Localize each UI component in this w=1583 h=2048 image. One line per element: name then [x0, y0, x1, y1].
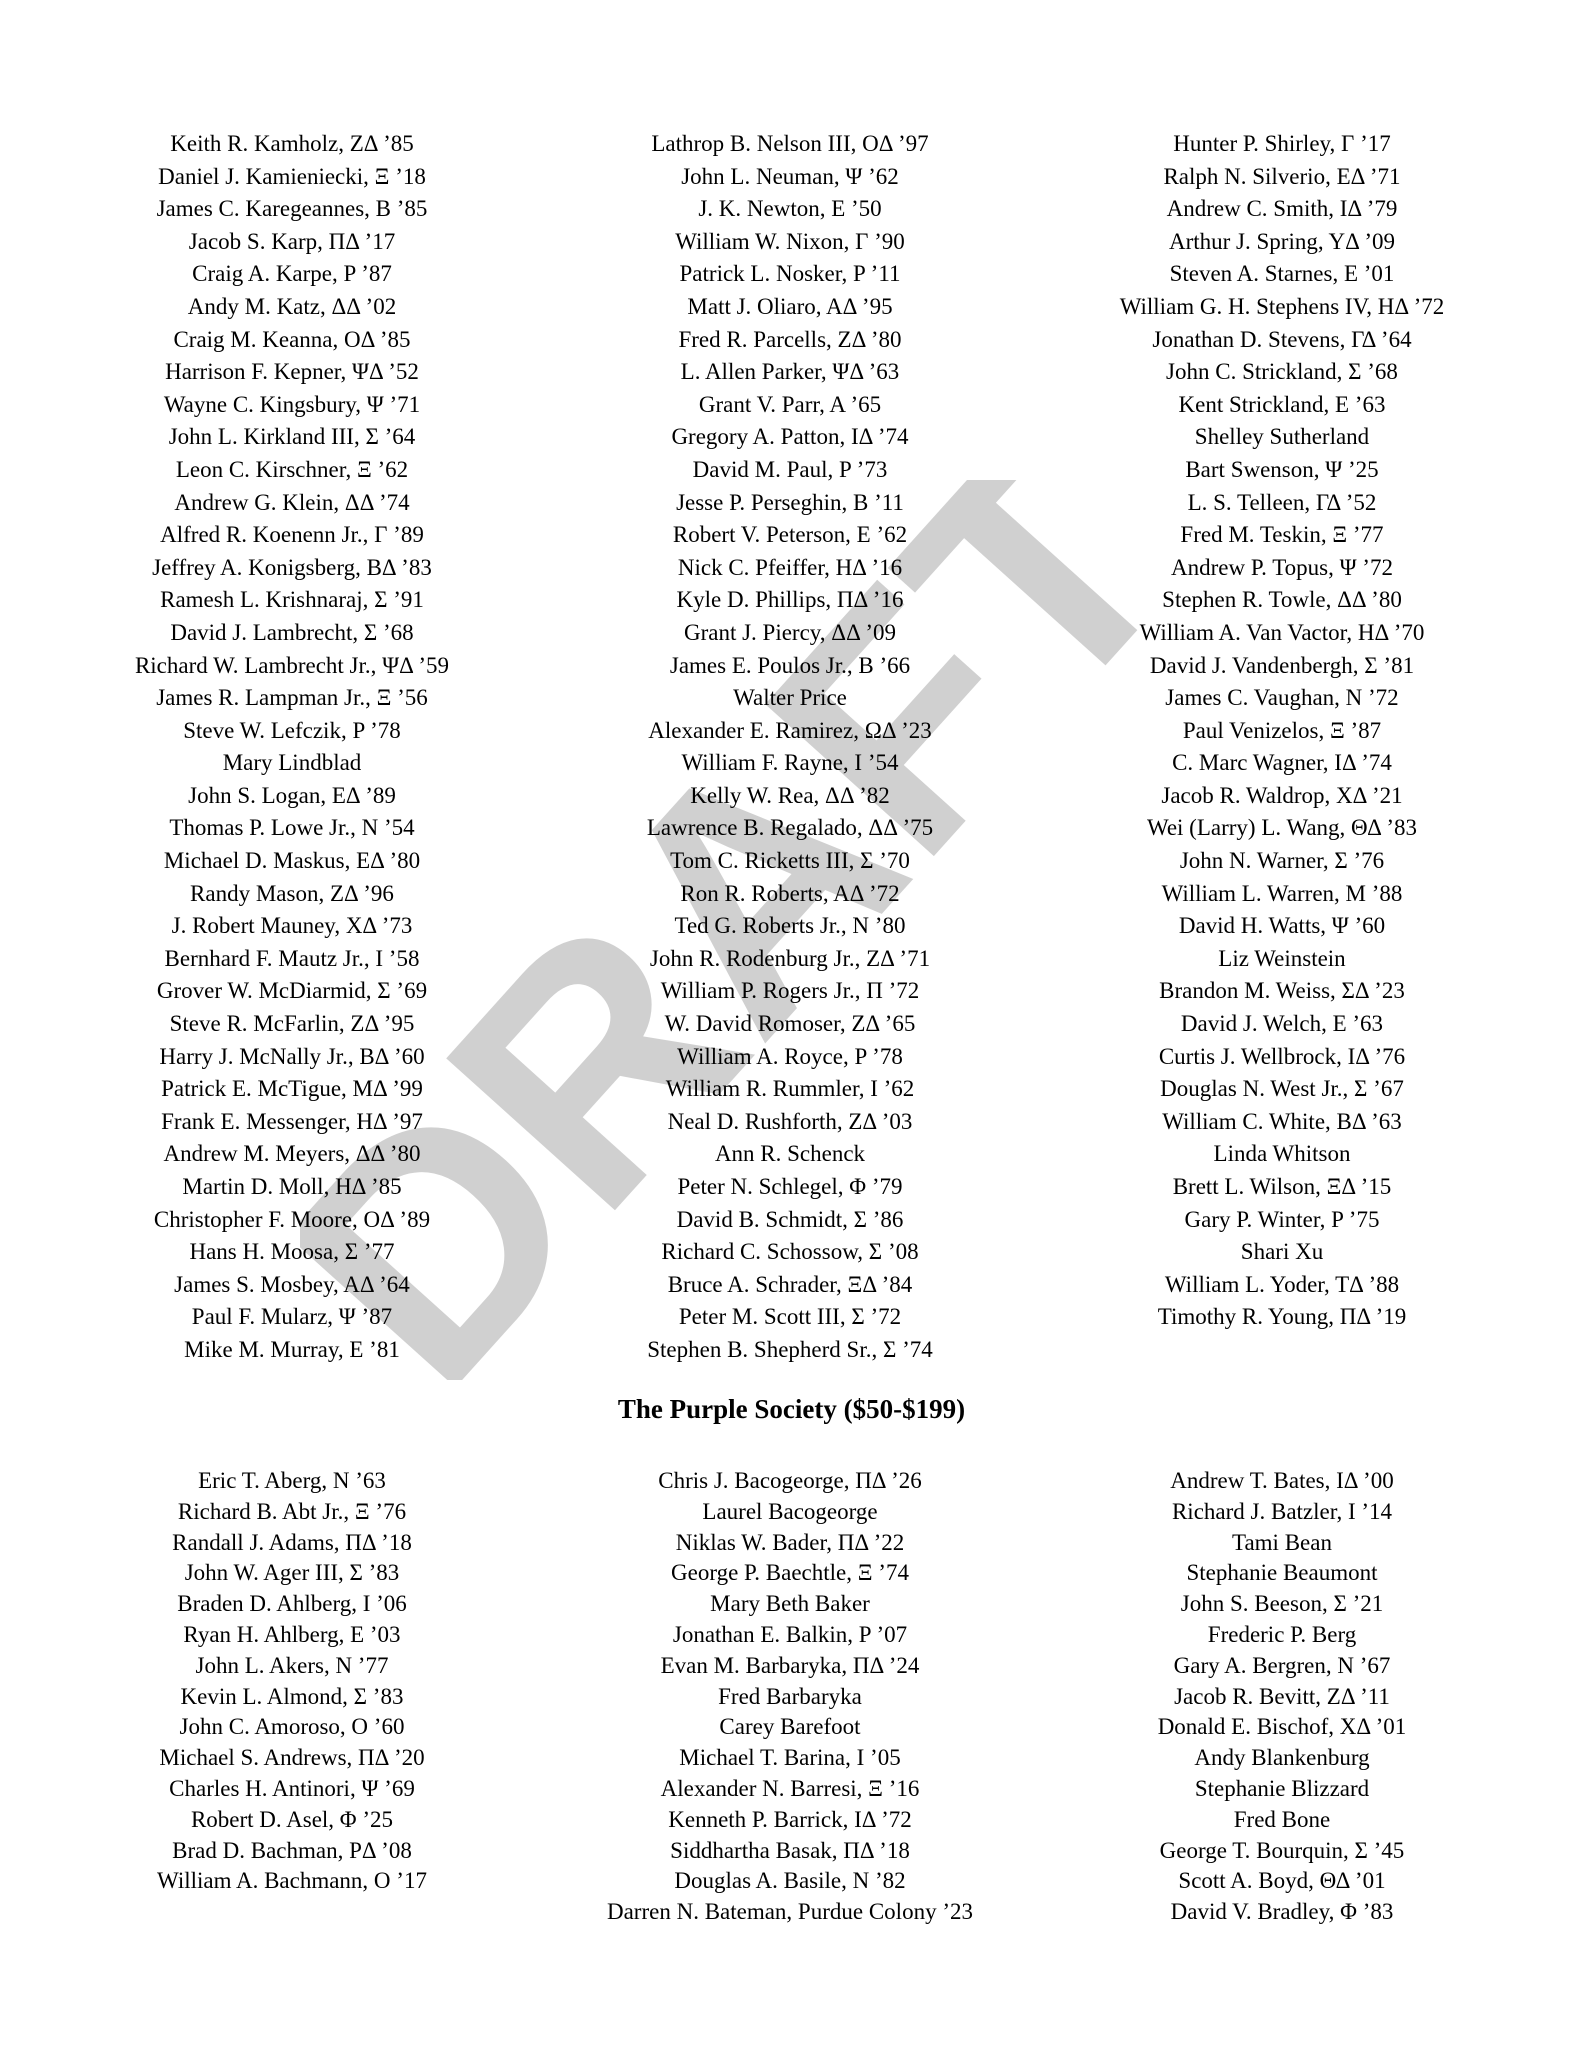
donor-name: John L. Kirkland III, Σ ’64: [168, 424, 416, 450]
donor-name: Lathrop B. Nelson III, OΔ ’97: [651, 131, 929, 156]
donor-name: John S. Logan, EΔ ’89: [188, 782, 396, 808]
donor-name: Shari Xu: [1240, 1239, 1324, 1265]
donor-name: Alexander N. Barresi, Ξ ’16: [660, 1775, 920, 1801]
donor-name: William R. Rummler, I ’62: [665, 1076, 915, 1102]
donor-name: Harry J. McNally Jr., BΔ ’60: [159, 1043, 425, 1069]
donor-name: Douglas N. West Jr., Σ ’67: [1160, 1076, 1404, 1102]
donor-name: Bernhard F. Mautz Jr., I ’58: [164, 945, 420, 971]
donor-name: Darren N. Bateman, Purdue Colony ’23: [606, 1899, 973, 1925]
donor-name: Richard W. Lambrecht Jr., ΨΔ ’59: [134, 652, 450, 678]
donor-name: Bart Swenson, Ψ ’25: [1185, 456, 1379, 482]
donor-name: Andrew C. Smith, IΔ ’79: [1166, 196, 1398, 222]
donor-name: Laurel Bacogeorge: [702, 1498, 878, 1524]
donor-name: Tami Bean: [1232, 1529, 1332, 1555]
donor-name: Richard J. Batzler, I ’14: [1171, 1498, 1393, 1524]
donor-name: Ryan H. Ahlberg, E ’03: [183, 1621, 401, 1647]
donor-name: George P. Baechtle, Ξ ’74: [671, 1560, 909, 1586]
donor-name: Linda Whitson: [1213, 1141, 1351, 1167]
donor-name: Tom C. Ricketts III, Σ ’70: [670, 848, 910, 874]
donor-name: John L. Akers, N ’77: [195, 1652, 389, 1678]
donor-name: Fred Bone: [1233, 1806, 1331, 1832]
donor-name: Evan M. Barbaryka, ΠΔ ’24: [660, 1652, 920, 1678]
top-column-1: [42, 128, 542, 1367]
donor-name: James S. Mosbey, AΔ ’64: [174, 1271, 410, 1297]
donor-name: Timothy R. Young, ΠΔ ’19: [1157, 1304, 1407, 1330]
donor-name: David J. Vandenbergh, Σ ’81: [1149, 652, 1415, 678]
donor-name: Carey Barefoot: [719, 1714, 861, 1740]
donor-name: Andrew T. Bates, IΔ ’00: [1170, 1468, 1394, 1493]
donor-name: Grover W. McDiarmid, Σ ’69: [156, 978, 428, 1004]
donor-name: Jesse P. Perseghin, B ’11: [676, 489, 904, 515]
donor-name: David J. Welch, E ’63: [1180, 1011, 1384, 1037]
donor-name: William L. Yoder, TΔ ’88: [1164, 1271, 1400, 1297]
donor-name: Stephanie Beaumont: [1186, 1560, 1378, 1586]
donor-name: Charles H. Antinori, Ψ ’69: [169, 1775, 415, 1801]
donor-name: Robert D. Asel, Φ ’25: [190, 1806, 394, 1832]
donor-name: Craig A. Karpe, P ’87: [192, 261, 392, 287]
donor-name: Patrick L. Nosker, P ’11: [679, 261, 901, 287]
donor-name: Thomas P. Lowe Jr., N ’54: [169, 815, 415, 841]
donor-name: Randall J. Adams, ΠΔ ’18: [172, 1529, 412, 1555]
donor-name: Wayne C. Kingsbury, Ψ ’71: [163, 391, 421, 417]
donor-name: Keith R. Kamholz, ZΔ ’85: [170, 131, 414, 156]
donor-name: Ron R. Roberts, AΔ ’72: [680, 880, 900, 906]
donor-name: Stephanie Blizzard: [1194, 1775, 1370, 1801]
donor-name: Fred M. Teskin, Ξ ’77: [1180, 522, 1384, 548]
donor-name: Frank E. Messenger, HΔ ’97: [161, 1108, 423, 1134]
donor-name: William A. Royce, P ’78: [677, 1043, 903, 1069]
top-column-2: [540, 128, 1040, 1367]
bottom-column-1: [42, 1466, 542, 1897]
donor-name: William A. Van Vactor, HΔ ’70: [1139, 619, 1425, 645]
donor-name: Jonathan E. Balkin, P ’07: [672, 1621, 908, 1647]
donor-name: Mary Lindblad: [222, 750, 362, 776]
donor-name: Niklas W. Bader, ΠΔ ’22: [675, 1529, 905, 1555]
donor-name: Arthur J. Spring, YΔ ’09: [1168, 228, 1396, 254]
donor-name: Frederic P. Berg: [1207, 1621, 1357, 1647]
donor-name: James E. Poulos Jr., B ’66: [669, 652, 911, 678]
donor-name: William A. Bachmann, O ’17: [157, 1868, 427, 1894]
donor-name: James C. Karegeannes, B ’85: [156, 196, 428, 222]
donor-name: James R. Lampman Jr., Ξ ’56: [156, 685, 428, 711]
donor-name: Kyle D. Phillips, ΠΔ ’16: [676, 587, 904, 613]
donor-name: Richard C. Schossow, Σ ’08: [661, 1239, 919, 1265]
donor-name: David M. Paul, P ’73: [692, 456, 888, 482]
donor-name: L. S. Telleen, ΓΔ ’52: [1187, 489, 1377, 515]
top-column-3: [1032, 128, 1532, 1334]
donor-name: William C. White, BΔ ’63: [1162, 1108, 1402, 1134]
donor-name: James C. Vaughan, N ’72: [1165, 685, 1399, 711]
donor-name: Fred Barbaryka: [718, 1683, 862, 1709]
donor-name: Scott A. Boyd, ΘΔ ’01: [1178, 1868, 1386, 1894]
bottom-column-2: [540, 1466, 1040, 1928]
donor-name: Neal D. Rushforth, ZΔ ’03: [667, 1108, 913, 1134]
donor-name: Ted G. Roberts Jr., N ’80: [674, 913, 906, 939]
donor-name: Kent Strickland, E ’63: [1178, 391, 1386, 417]
donor-name: Liz Weinstein: [1218, 945, 1346, 971]
donor-name: Hans H. Moosa, Σ ’77: [189, 1239, 395, 1265]
donor-name: Jacob S. Karp, ΠΔ ’17: [188, 228, 396, 254]
donor-name: Siddhartha Basak, ΠΔ ’18: [670, 1837, 910, 1863]
donor-name: John N. Warner, Σ ’76: [1179, 848, 1385, 874]
donor-name: David H. Watts, Ψ ’60: [1178, 913, 1386, 939]
donor-name: Jacob R. Waldrop, XΔ ’21: [1161, 782, 1403, 808]
donor-name: Randy Mason, ZΔ ’96: [190, 880, 394, 906]
section-heading: The Purple Society ($50-$199): [617, 1394, 966, 1424]
donor-name: Gregory A. Patton, IΔ ’74: [671, 424, 909, 450]
donor-name: Wei (Larry) L. Wang, ΘΔ ’83: [1146, 815, 1418, 841]
donor-name: Ann R. Schenck: [714, 1141, 866, 1167]
donor-name: William F. Rayne, I ’54: [681, 750, 899, 776]
donor-name: Andrew M. Meyers, ΔΔ ’80: [163, 1141, 421, 1167]
donor-name: Shelley Sutherland: [1194, 424, 1370, 450]
donor-name: Braden D. Ahlberg, I ’06: [177, 1591, 407, 1617]
donor-name: David V. Bradley, Φ ’83: [1170, 1899, 1394, 1925]
donor-name: John L. Neuman, Ψ ’62: [681, 163, 899, 189]
donor-name: William G. H. Stephens IV, HΔ ’72: [1119, 293, 1445, 319]
donor-name: Steven A. Starnes, E ’01: [1169, 261, 1395, 287]
donor-name: Curtis J. Wellbrock, IΔ ’76: [1158, 1043, 1406, 1069]
donor-name: Andrew P. Topus, Ψ ’72: [1171, 554, 1393, 580]
donor-name: David B. Schmidt, Σ ’86: [676, 1206, 904, 1232]
donor-name: Alfred R. Koenenn Jr., Γ ’89: [160, 522, 424, 548]
donor-name: Grant V. Parr, A ’65: [698, 391, 882, 417]
watermark-text: DRAFT: [300, 480, 1200, 1380]
donor-name: Alexander E. Ramirez, ΩΔ ’23: [648, 717, 932, 743]
donor-name: Jacob R. Bevitt, ZΔ ’11: [1174, 1683, 1390, 1709]
donor-name: Walter Price: [733, 685, 847, 711]
donor-name: Nick C. Pfeiffer, HΔ ’16: [677, 554, 903, 580]
donor-name: Martin D. Moll, HΔ ’85: [182, 1174, 402, 1199]
donor-name: J. Robert Mauney, XΔ ’73: [171, 913, 413, 939]
donor-name: Douglas A. Basile, N ’82: [674, 1868, 906, 1894]
donor-name: Michael D. Maskus, EΔ ’80: [163, 848, 421, 874]
donor-name: John C. Amoroso, O ’60: [179, 1714, 405, 1740]
donor-name: L. Allen Parker, ΨΔ ’63: [680, 359, 900, 385]
donor-name: John R. Rodenburg Jr., ZΔ ’71: [649, 945, 931, 971]
donor-name: Chris J. Bacogeorge, ΠΔ ’26: [658, 1468, 922, 1493]
donor-name: Jonathan D. Stevens, ΓΔ ’64: [1152, 326, 1412, 352]
donor-name: Christopher F. Moore, OΔ ’89: [153, 1206, 431, 1232]
donor-name: Andy M. Katz, ΔΔ ’02: [187, 293, 397, 319]
donor-name: Eric T. Aberg, N ’63: [198, 1468, 386, 1493]
donor-name: Daniel J. Kamieniecki, Ξ ’18: [158, 163, 426, 189]
donor-name: Brandon M. Weiss, ΣΔ ’23: [1159, 978, 1405, 1004]
donor-name: Richard B. Abt Jr., Ξ ’76: [177, 1498, 407, 1524]
donor-name: Donald E. Bischof, XΔ ’01: [1157, 1714, 1407, 1740]
donor-name: Grant J. Piercy, ΔΔ ’09: [683, 619, 897, 645]
bottom-column-3: [1032, 1466, 1532, 1928]
donor-name: John S. Beeson, Σ ’21: [1180, 1591, 1384, 1617]
donor-name: Andrew G. Klein, ΔΔ ’74: [174, 489, 410, 515]
donor-name: Fred R. Parcells, ZΔ ’80: [678, 326, 902, 352]
donor-name: Kelly W. Rea, ΔΔ ’82: [690, 782, 890, 808]
donor-name: William L. Warren, M ’88: [1161, 880, 1403, 906]
donor-name: John C. Strickland, Σ ’68: [1166, 359, 1398, 385]
donor-name: Mary Beth Baker: [710, 1591, 870, 1617]
donor-name: Matt J. Oliaro, AΔ ’95: [687, 293, 893, 319]
donor-name: Steve R. McFarlin, ZΔ ’95: [169, 1011, 415, 1037]
donor-name: Leon C. Kirschner, Ξ ’62: [175, 456, 409, 482]
donor-name: Harrison F. Kepner, ΨΔ ’52: [165, 359, 419, 385]
donor-name: Paul Venizelos, Ξ ’87: [1182, 717, 1382, 743]
donor-name: Peter N. Schlegel, Φ ’79: [677, 1174, 903, 1199]
donor-name: Kevin L. Almond, Σ ’83: [180, 1683, 404, 1709]
donor-name: Mike M. Murray, E ’81: [184, 1336, 400, 1362]
donor-name: Michael S. Andrews, ΠΔ ’20: [159, 1745, 425, 1771]
donor-name: Hunter P. Shirley, Γ ’17: [1173, 131, 1391, 156]
donor-name: Paul F. Mularz, Ψ ’87: [191, 1304, 393, 1330]
donor-name: Gary P. Winter, P ’75: [1184, 1206, 1380, 1232]
donor-name: Patrick E. McTigue, MΔ ’99: [161, 1076, 423, 1102]
donor-name: C. Marc Wagner, IΔ ’74: [1172, 750, 1392, 776]
donor-name: Kenneth P. Barrick, IΔ ’72: [668, 1806, 912, 1832]
donor-name: Lawrence B. Regalado, ΔΔ ’75: [646, 815, 934, 841]
donor-name: Michael T. Barina, I ’05: [679, 1745, 901, 1771]
donor-name: Ralph N. Silverio, EΔ ’71: [1163, 163, 1401, 189]
donor-name: Stephen R. Towle, ΔΔ ’80: [1162, 587, 1402, 613]
donor-name: Gary A. Bergren, N ’67: [1173, 1652, 1391, 1678]
donor-name: Jeffrey A. Konigsberg, BΔ ’83: [152, 554, 432, 580]
donor-name: Peter M. Scott III, Σ ’72: [678, 1304, 902, 1330]
donor-name: Bruce A. Schrader, ΞΔ ’84: [667, 1271, 913, 1297]
donor-name: Brett L. Wilson, ΞΔ ’15: [1172, 1174, 1392, 1199]
donor-name: Stephen B. Shepherd Sr., Σ ’74: [647, 1336, 933, 1362]
donor-name: Craig M. Keanna, OΔ ’85: [173, 326, 411, 352]
donor-name: Ramesh L. Krishnaraj, Σ ’91: [160, 587, 424, 613]
donor-name: George T. Bourquin, Σ ’45: [1159, 1837, 1405, 1863]
donor-name: Brad D. Bachman, PΔ ’08: [172, 1837, 412, 1863]
donor-name: David J. Lambrecht, Σ ’68: [170, 619, 414, 645]
donor-name: J. K. Newton, E ’50: [698, 196, 882, 222]
donor-name: Steve W. Lefczik, P ’78: [183, 717, 401, 743]
donor-name: William P. Rogers Jr., Π ’72: [660, 978, 920, 1004]
donor-name: Robert V. Peterson, E ’62: [672, 522, 908, 548]
donor-name: William W. Nixon, Γ ’90: [675, 228, 905, 254]
donor-name: W. David Romoser, ZΔ ’65: [664, 1011, 916, 1037]
donor-name: John W. Ager III, Σ ’83: [184, 1560, 400, 1586]
donor-name: Andy Blankenburg: [1194, 1745, 1370, 1771]
